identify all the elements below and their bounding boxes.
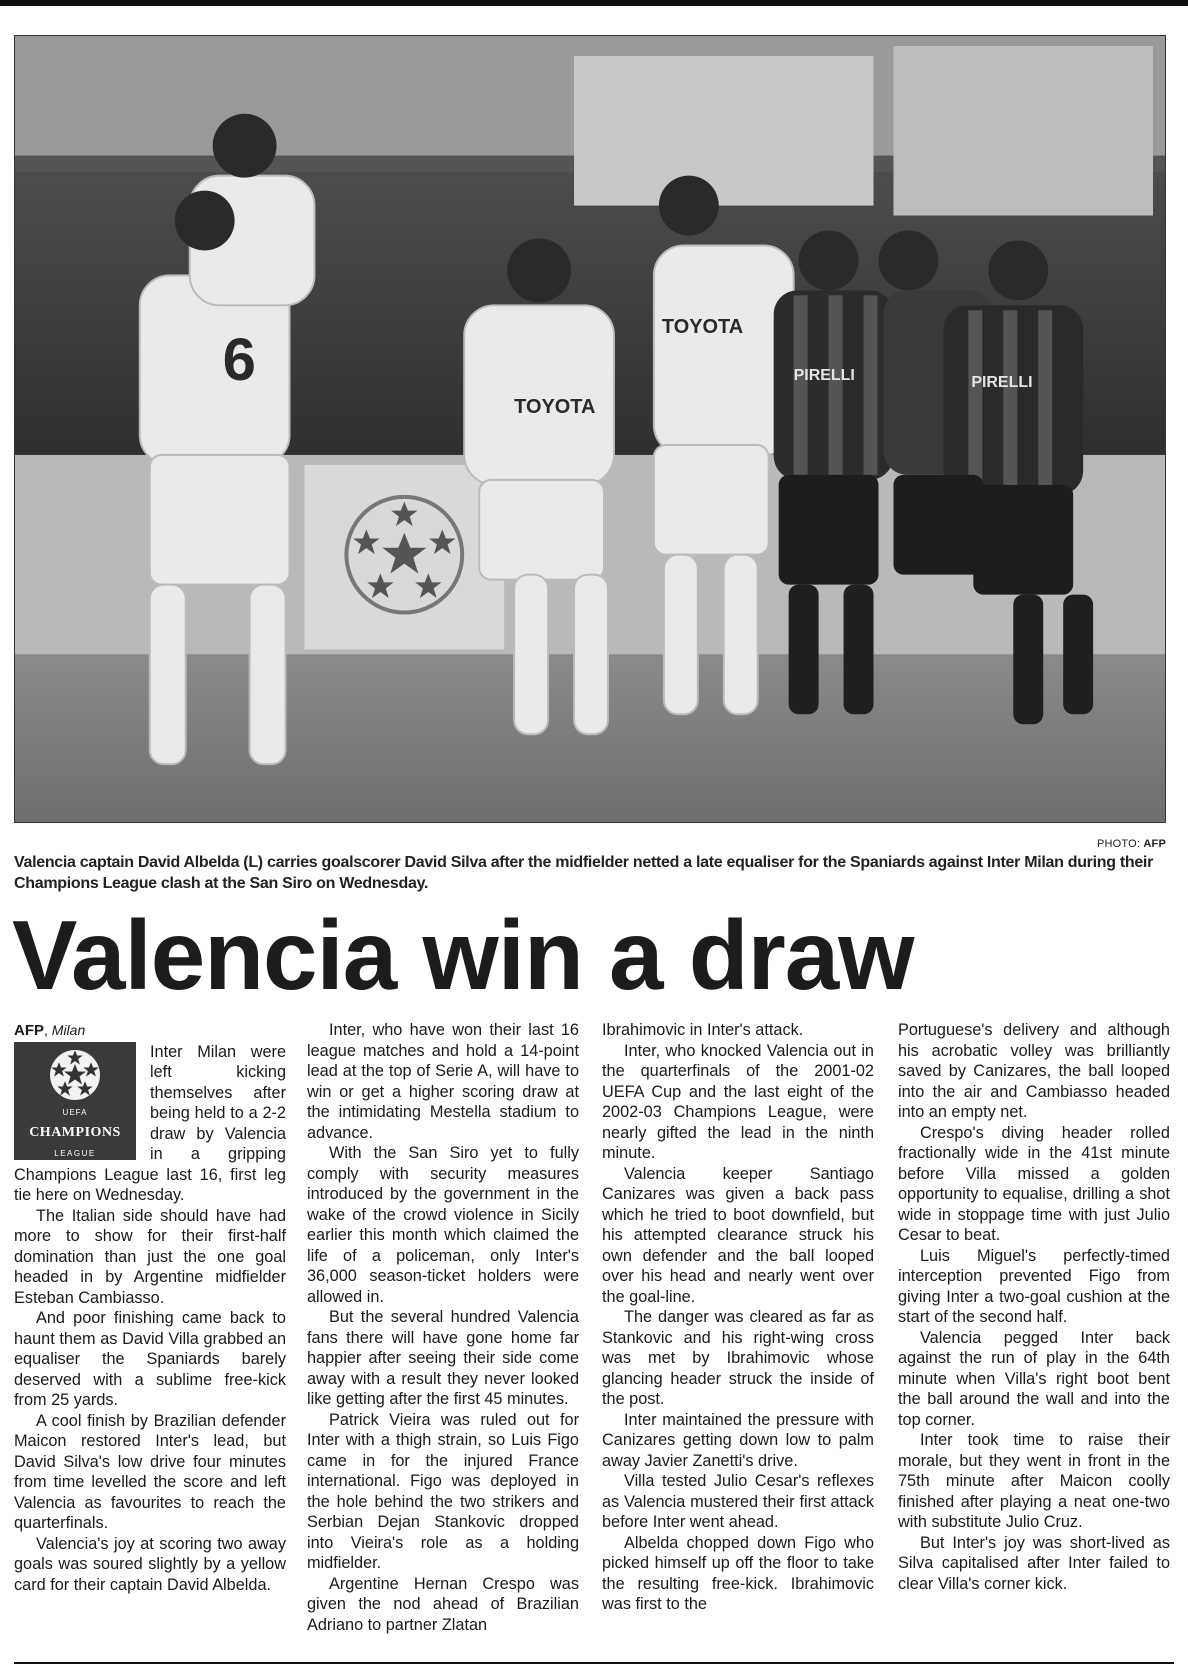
paragraph: Inter, who have won their last 16 league matches and hold a 14-point lead at the top of Serie A, will have to win or get a higher scoring draw at the intimidating Mestella stadium to advance. bbox=[307, 1021, 579, 1142]
paragraph: A cool finish by Brazilian defender Maicon restored Inter's lead, but David Silva's low drive four minutes from time levelled the score and left Valencia as favourites to reach the quarterfinals. bbox=[14, 1411, 286, 1532]
bottom-rule bbox=[14, 1662, 1174, 1664]
paragraph: The Italian side should have had more to show for their first-half domination than just the one goal headed in by Argentine midfielder Esteban Cambiasso. bbox=[14, 1206, 286, 1307]
logo-uefa: UEFA bbox=[62, 1107, 88, 1117]
paragraph: Valencia keeper Santiago Canizares was given a back pass which he tried to boot downfield, but his attempted clearance struck his own defender and the ball looped over his head and nearly went over the goal-line. bbox=[602, 1164, 874, 1306]
svg-text:PIRELLI: PIRELLI bbox=[971, 374, 1033, 392]
paragraph: Luis Miguel's perfectly-timed interception prevented Figo from giving Inter a two-goal cushion at the start of the second half. bbox=[898, 1246, 1170, 1326]
paragraph: Patrick Vieira was ruled out for Inter with a thigh strain, so Luis Figo came in for the injured France international. Figo was deployed in the hole behind the two strikers and Serbian Dejan Stankovic dropped into Vieira's role as a holding midfielder. bbox=[307, 1410, 579, 1572]
champions-league-starball-icon bbox=[48, 1048, 102, 1102]
photo-credit-source: AFP bbox=[1143, 838, 1166, 850]
photo-caption: Valencia captain David Albelda (L) carries goalscorer David Silva after the midfielder netted a late equaliser for the Spaniards against Inter Milan during their Champions League clash at the San Siro on Wednesday. bbox=[14, 854, 1154, 892]
champions-league-logo bbox=[14, 1042, 136, 1160]
article-column-1 bbox=[14, 1020, 286, 1595]
byline-agency: AFP bbox=[14, 1022, 44, 1039]
byline-location: Milan bbox=[51, 1022, 86, 1038]
svg-text:TOYOTA: TOYOTA bbox=[661, 316, 744, 339]
paragraph: The danger was cleared as far as Stankovic and his right-wing cross was met by Ibrahimovic whose glancing header struck the inside of the post. bbox=[602, 1308, 874, 1408]
match-photo bbox=[14, 35, 1166, 823]
paragraph: Inter, who knocked Valencia out in the quarterfinals of the 2001-02 UEFA Cup and the last eight of the 2002-03 Champions League, were nearly gifted the lead in the ninth minute. bbox=[602, 1041, 874, 1162]
photo-credit-label: PHOTO: bbox=[1096, 838, 1141, 850]
svg-text:TOYOTA: TOYOTA bbox=[514, 396, 596, 419]
logo-champions: CHAMPIONS bbox=[29, 1125, 121, 1140]
paragraph: Crespo's diving header rolled fractionally wide in the 41st minute before Villa missed a golden opportunity to equalise, drilling a shot wide in stoppage time with just Julio Cesar to beat. bbox=[898, 1123, 1170, 1244]
paragraph: But Inter's joy was short-lived as Silva capitalised after Inter failed to clear Villa's corner kick. bbox=[898, 1533, 1170, 1593]
article-column-2 bbox=[307, 1020, 579, 1635]
article-column-3 bbox=[602, 1020, 874, 1615]
top-rule bbox=[0, 0, 1188, 6]
paragraph: Villa tested Julio Cesar's reflexes as Valencia mustered their first attack before Inter went ahead. bbox=[602, 1472, 874, 1531]
paragraph: Inter maintained the pressure with Canizares getting down low to palm away Javier Zanetti's drive. bbox=[602, 1410, 874, 1470]
svg-text:6: 6 bbox=[222, 326, 256, 394]
paragraph: Valencia pegged Inter back against the run of play in the 64th minute when Villa's right boot bent the ball around the wall and into the top corner. bbox=[898, 1328, 1170, 1429]
paragraph: Argentine Hernan Crespo was given the nod ahead of Brazilian Adriano to partner Zlatan bbox=[307, 1574, 579, 1634]
paragraph: Portuguese's delivery and although his acrobatic volley was brilliantly saved by Canizares, the ball looped into the air and Cambiasso headed into an empty net. bbox=[898, 1021, 1170, 1121]
paragraph: Inter took time to raise their morale, but they went in front in the 75th minute after Maicon coolly finished after playing a neat one-two with substitute Julio Cruz. bbox=[898, 1431, 1170, 1531]
paragraph: Valencia's joy at scoring two away goals was soured slightly by a yellow card for their captain David Albelda. bbox=[14, 1534, 286, 1594]
article-column-4 bbox=[898, 1020, 1170, 1594]
photo-credit bbox=[1097, 838, 1166, 850]
svg-text:PIRELLI: PIRELLI bbox=[793, 367, 855, 385]
paragraph: Inter Milan were left kicking themselves after being held to a 2-2 draw by Valencia in a gripping Champions League last 16, first leg tie here on Wednesday. bbox=[14, 1042, 286, 1204]
logo-league: LEAGUE bbox=[54, 1148, 96, 1158]
byline: AFP, Milan bbox=[14, 1022, 86, 1039]
match-photo-illustration bbox=[15, 36, 1165, 822]
paragraph: But the several hundred Valencia fans there will have gone home far happier after seeing their side come away with a result they never looked like getting after the first 45 minutes. bbox=[307, 1308, 579, 1408]
paragraph: Ibrahimovic in Inter's attack. bbox=[602, 1021, 804, 1039]
headline: Valencia win a draw bbox=[12, 900, 914, 1010]
paragraph: And poor finishing came back to haunt them as David Villa grabbed an equaliser the Spaniards barely deserved with a sublime free-kick from 25 yards. bbox=[14, 1309, 286, 1409]
paragraph: Albelda chopped down Figo who picked himself up off the floor to take the resulting free-kick. Ibrahimovic was first to the bbox=[602, 1533, 874, 1613]
paragraph: With the San Siro yet to fully comply with security measures introduced by the government in the wake of the crowd violence in Sicily earlier this month which claimed the life of a policeman, only Inter's 36,000 season-ticket holders were allowed in. bbox=[307, 1144, 579, 1306]
